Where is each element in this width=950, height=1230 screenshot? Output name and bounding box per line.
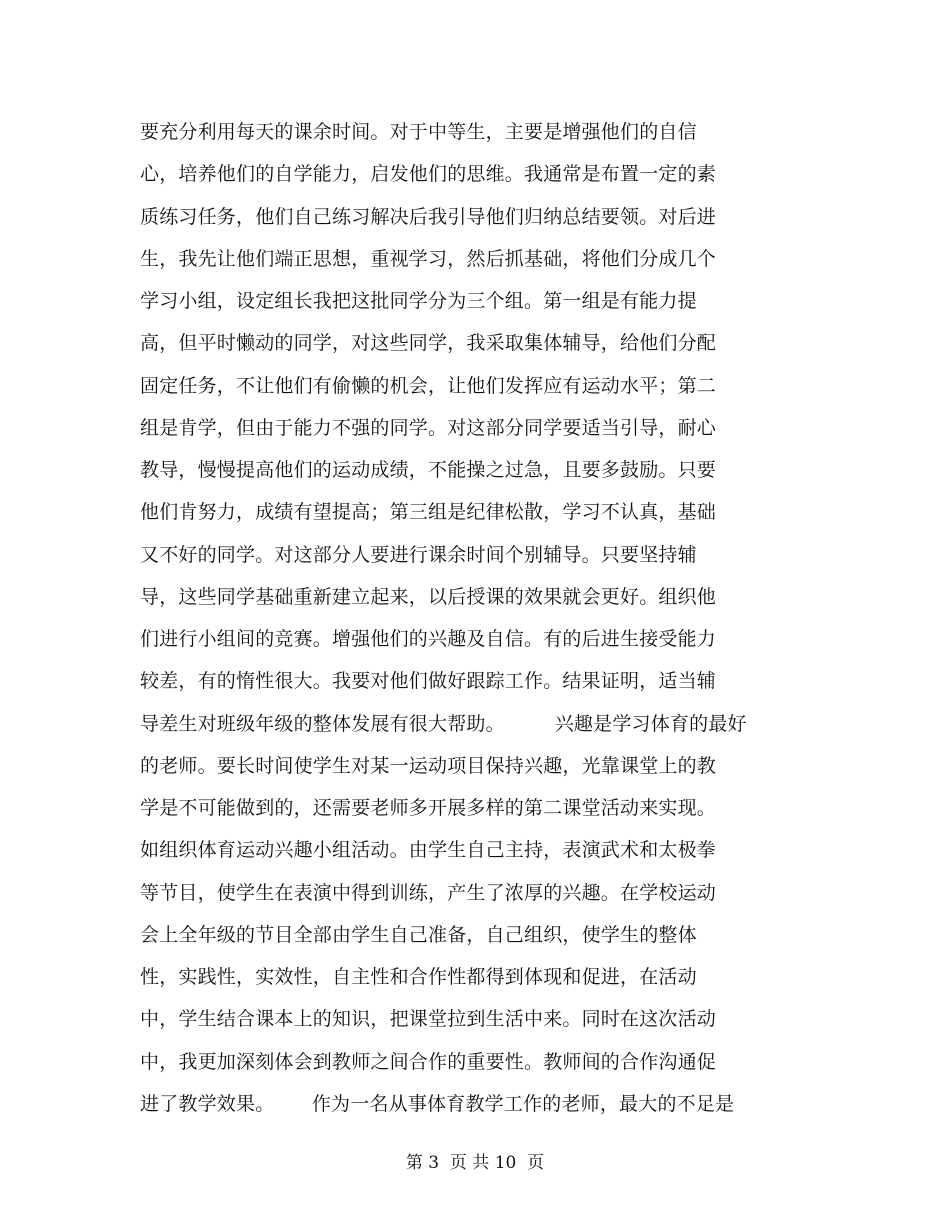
text-line: 中，学生结合课本上的知识，把课堂拉到生活中来。同时在这次活动: [140, 1008, 717, 1031]
text-line: 高，但平时懒动的同学，对这些同学，我采取集体辅导，给他们分配: [140, 332, 717, 355]
text-line: 学习小组，设定组长我把这批同学分为三个组。第一组是有能力提: [140, 290, 697, 312]
text-line: 组是肯学，但由于能力不强的同学。对这部分同学要适当引导，耐心: [140, 416, 717, 439]
text-line: 学是不可能做到的，还需要老师多开展多样的第二课堂活动来实现。: [140, 797, 717, 819]
text-line: 性，实践性，实效性，自主性和合作性都得到体现和促进，在活动: [140, 966, 697, 988]
text-line: 较差，有的惰性很大。我要对他们做好跟踪工作。结果证明，适当辅: [140, 670, 717, 693]
page-number-footer: 第 3 页 共 10 页: [405, 1153, 545, 1173]
text-line: 导，这些同学基础重新建立起来，以后授课的效果就会更好。组织他: [140, 585, 717, 608]
text-line: 的老师。要长时间使学生对某一运动项目保持兴趣，光靠课堂上的教: [140, 754, 717, 777]
text-line: 心，培养他们的自学能力，启发他们的思维。我通常是布置一定的素: [140, 163, 717, 186]
text-line: 要充分利用每天的课余时间。对于中等生，主要是增强他们的自信: [140, 121, 697, 143]
text-line: 生，我先让他们端正思想，重视学习，然后抓基础，将他们分成几个: [140, 247, 717, 270]
text-line: 如组织体育运动兴趣小组活动。由学生自己主持，表演武术和太极拳: [140, 839, 717, 862]
body-text: [140, 111, 820, 1125]
text-line: 导差生对班级年级的整体发展有很大帮助。 兴趣是学习体育的最好: [140, 712, 747, 735]
text-line: 中，我更加深刻体会到教师之间合作的重要性。教师间的合作沟通促: [140, 1050, 717, 1073]
text-line: 固定任务，不让他们有偷懒的机会，让他们发挥应有运动水平；第二: [140, 374, 717, 397]
text-line: 们进行小组间的竞赛。增强他们的兴趣及自信。有的后进生接受能力: [140, 628, 717, 650]
text-line: 质练习任务，他们自己练习解决后我引导他们归纳总结要领。对后进: [140, 205, 717, 228]
text-line: 教导，慢慢提高他们的运动成绩，不能操之过急，且要多鼓励。只要: [140, 459, 717, 481]
text-line: 会上全年级的节目全部由学生自己准备，自己组织，使学生的整体: [140, 923, 697, 946]
text-line: 他们肯努力，成绩有望提高；第三组是纪律松散，学习不认真，基础: [140, 501, 717, 524]
text-line: 进了教学效果。 作为一名从事体育教学工作的老师，最大的不足是: [140, 1092, 735, 1115]
text-line: 又不好的同学。对这部分人要进行课余时间个别辅导。只要坚持辅: [140, 543, 697, 566]
text-line: 等节目，使学生在表演中得到训练，产生了浓厚的兴趣。在学校运动: [140, 881, 717, 904]
